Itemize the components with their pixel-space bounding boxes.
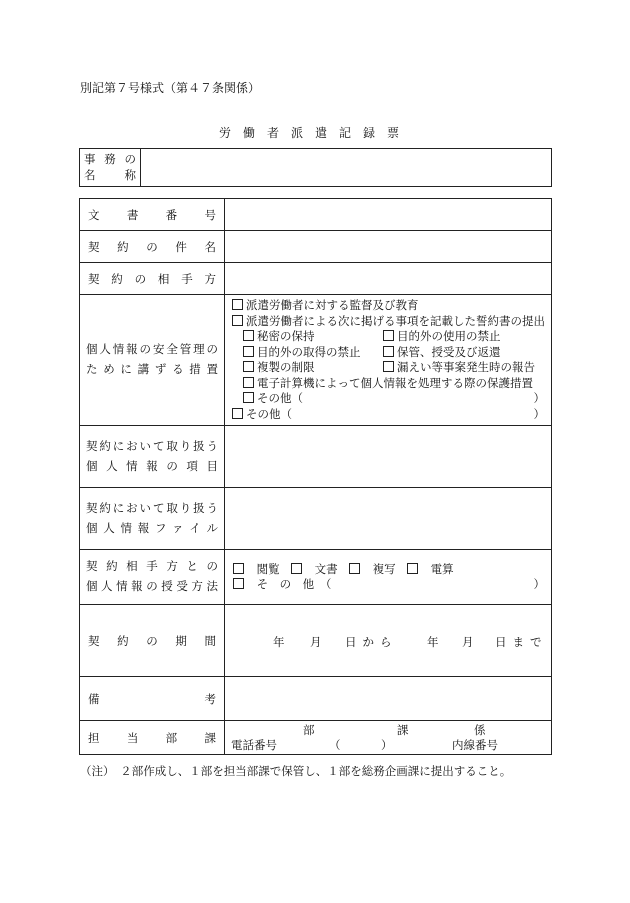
department-cell [225,721,552,755]
info-file-label-line2: 個人情報ファイル [86,520,218,535]
transfer-computer: 電算 [430,561,454,576]
office-label [80,149,141,187]
transfer-view: 閲覧 [256,561,280,576]
info-file-label-line1: 契約において取り扱う [86,500,218,515]
form-number-header: 別記第７号様式（第４７条関係） [80,81,261,95]
transfer-label [80,550,225,605]
info-file-label [80,488,225,550]
remarks-field[interactable] [225,677,552,721]
info-items-label [80,426,225,488]
department-label: 担当部課 [80,721,225,755]
row-info-items [80,426,552,488]
transfer-label-line2: 個人情報の授受方法 [86,579,218,593]
checkbox-other[interactable] [232,408,243,419]
phone-paren-close: ） [381,738,393,752]
doc-number-field[interactable] [225,199,552,231]
footnote: （注） ２部作成し、１部を担当部課で保管し、１部を総務企画課に提出すること。 [80,764,512,778]
checkbox-confidentiality[interactable] [243,330,254,341]
info-items-label-line2: 個人情報の項目 [86,458,218,473]
extension-label: 内線番号 [452,738,498,752]
measure-no-other-acquisition: 目的外の取得の禁止 [257,344,361,359]
period-year-to: 年 [427,635,439,649]
contract-name-label: 契約の件名 [80,231,225,263]
transfer-cell [225,550,552,605]
info-file-field[interactable] [225,488,552,550]
checkbox-pledge[interactable] [232,315,243,326]
measure-supervision: 派遣労働者に対する監督及び教育 [246,298,419,312]
measure-confidentiality: 秘密の保持 [257,329,315,343]
period-day-from: 日から [345,635,398,649]
safety-label-line2: ために講ずる措置 [86,362,218,376]
period-label: 契約の期間 [80,605,225,677]
safety-label [80,295,225,426]
row-department [80,721,552,755]
measure-pledge: 派遣労働者による次に掲げる事項を記載した誓約書の提出 [246,313,545,328]
office-label-line1: 事務の [84,151,136,166]
row-counterparty [80,263,552,295]
checkbox-document[interactable] [291,563,302,574]
office-label-line2: 名 称 [84,167,136,182]
checkbox-view[interactable] [233,563,244,574]
other-close-paren: ） [533,406,545,421]
info-items-field[interactable] [225,426,552,488]
checkbox-copy-limit[interactable] [243,361,254,372]
department-ka: 課 [397,723,409,737]
transfer-other: そ の 他 （ [256,577,332,591]
measure-storage-return: 保管、授受及び返還 [397,344,501,359]
contract-name-field[interactable] [225,231,552,263]
checkbox-no-other-use[interactable] [383,330,394,341]
checkbox-transfer-other[interactable] [233,578,244,589]
row-period [80,605,552,677]
transfer-document: 文書 [314,561,338,576]
period-year-from: 年 [273,635,285,649]
measure-computer-protection: 電子計算機によって個人情報を処理する際の保護措置 [257,375,533,390]
sub-other-close-paren: ） [533,391,545,405]
phone-paren-open: （ [329,738,341,752]
checkbox-computer-protection[interactable] [243,377,254,388]
record-table [79,198,552,755]
measure-copy-limit: 複製の制限 [257,360,315,374]
page-title: 労働者派遣記録票 [218,126,411,140]
department-bu: 部 [303,723,315,737]
period-day-to: 日まで [495,635,548,649]
transfer-label-line1: 契約相手方との [86,559,218,574]
checkbox-supervision[interactable] [232,299,243,310]
department-kakari: 係 [474,723,486,737]
office-table [79,148,552,187]
period-month-from: 月 [310,635,322,649]
period-month-to: 月 [462,635,474,649]
safety-measures-cell [225,295,552,426]
safety-label-line1: 個人情報の安全管理の [86,342,218,357]
row-contract-name [80,231,552,263]
checkbox-storage-return[interactable] [383,346,394,357]
measure-no-other-use: 目的外の使用の禁止 [397,329,501,343]
transfer-copy: 複写 [372,561,396,576]
transfer-close-paren: ） [533,577,545,591]
checkbox-computer[interactable] [407,563,418,574]
counterparty-label: 契約の相手方 [80,263,225,295]
row-transfer-method [80,550,552,605]
row-remarks [80,677,552,721]
checkbox-sub-other[interactable] [243,392,254,403]
measure-leak-report: 漏えい等事案発生時の報告 [397,360,535,374]
info-items-label-line1: 契約において取り扱う [86,438,218,453]
checkbox-copy[interactable] [349,563,360,574]
row-safety-measures [80,295,552,426]
measure-other: その他（ [246,406,292,421]
doc-number-label: 文書番号 [80,199,225,231]
checkbox-no-other-acquisition[interactable] [243,346,254,357]
period-cell [225,605,552,677]
phone-label: 電話番号 [231,738,277,752]
row-info-file [80,488,552,550]
remarks-label: 備考 [80,677,225,721]
checkbox-leak-report[interactable] [383,361,394,372]
row-doc-number [80,199,552,231]
measure-sub-other: その他（ [257,391,303,405]
office-name-field[interactable] [141,149,552,187]
counterparty-field[interactable] [225,263,552,295]
